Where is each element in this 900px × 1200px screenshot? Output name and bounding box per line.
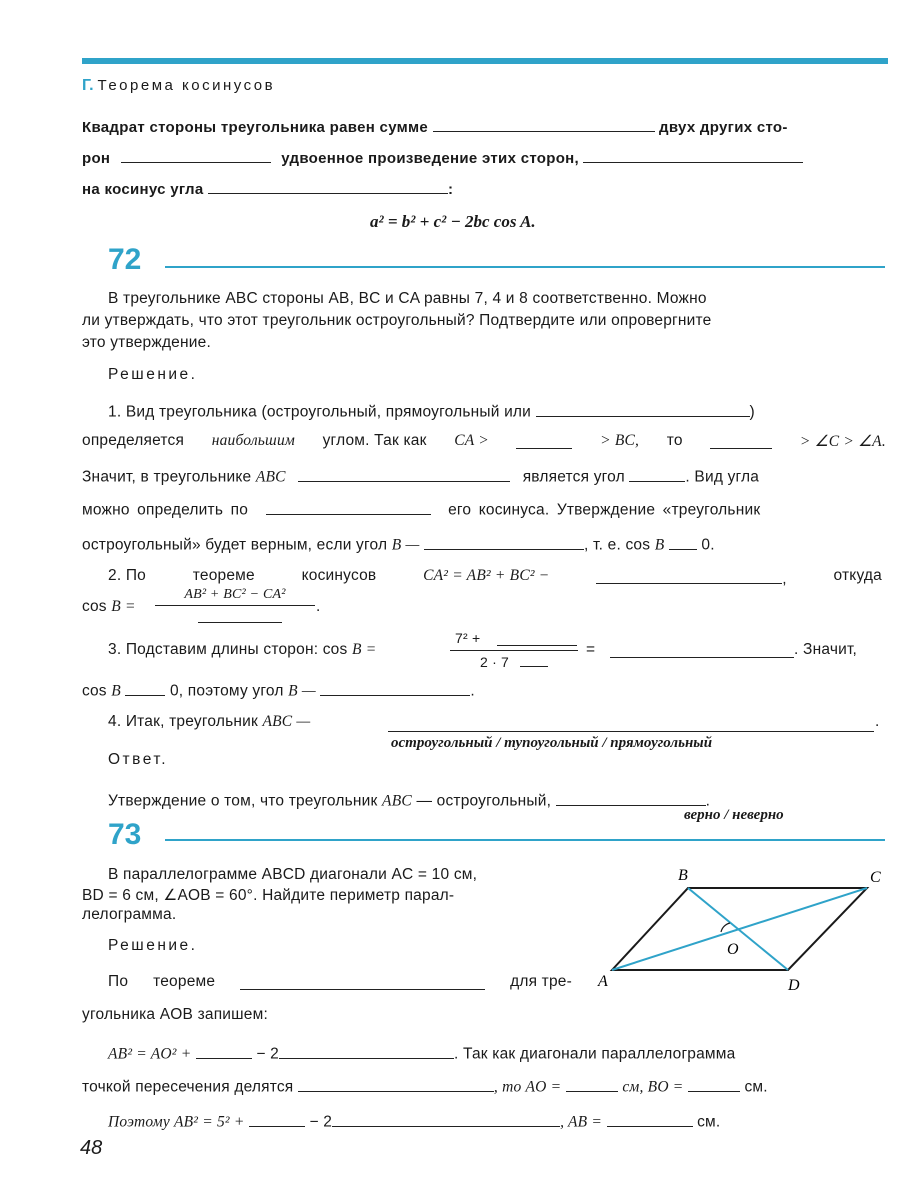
step-text: то — [666, 432, 683, 449]
task-rule — [165, 266, 885, 268]
solution-label: Решение. — [108, 937, 198, 954]
task72-statement: это утверждение. — [82, 334, 211, 351]
angle-arc — [721, 923, 730, 932]
blank-field[interactable] — [196, 1042, 252, 1059]
blank-field[interactable] — [629, 465, 685, 482]
task72-statement: ли утверждать, что этот треугольник остроугольный? Подтвердите или опровергните — [82, 312, 712, 329]
task73-statement: лелограмма. — [82, 906, 177, 923]
step-text: наибольшим — [211, 432, 295, 449]
section-heading — [82, 77, 275, 95]
blank-field[interactable] — [298, 1075, 494, 1092]
step-text: B = — [111, 598, 136, 615]
step-text: 1. Вид треугольника (остроугольный, прямоугольный или — [108, 403, 532, 421]
section-letter: Г. — [82, 77, 94, 94]
step-text: CA > — [454, 432, 489, 449]
fraction-bar — [450, 650, 578, 651]
step-1-line-b — [82, 432, 886, 451]
theorem-text: рон — [82, 150, 111, 167]
step-text: − 2 — [256, 1045, 279, 1063]
step-text: B — — [391, 536, 420, 554]
vertex-label-a: A — [598, 973, 608, 990]
vertex-label-b: B — [678, 867, 688, 884]
task73-line-3 — [82, 1075, 768, 1097]
step-text: его косинуса. Утверждение «треугольник — [448, 501, 761, 519]
cosine-formula: a² = b² + c² − 2bc cos A. — [370, 212, 536, 231]
step-text: , — [782, 570, 787, 588]
blank-field[interactable] — [669, 533, 697, 550]
blank-field[interactable] — [520, 666, 548, 667]
blank-field[interactable] — [610, 657, 794, 658]
blank-field[interactable] — [556, 789, 706, 806]
step-text: ) — [749, 403, 755, 421]
blank-field[interactable] — [198, 622, 282, 623]
step-text: можно определить по — [82, 501, 249, 519]
blank-field[interactable] — [710, 432, 772, 449]
blank-field[interactable] — [249, 1110, 305, 1127]
step-text: теореме — [192, 567, 255, 584]
step-text: . — [316, 598, 321, 615]
step-text: углом. Так как — [322, 432, 427, 449]
step-text: 0. — [701, 536, 715, 554]
step-text: ABC — [255, 468, 286, 486]
step-text: CA² = AB² + BC² − — [423, 567, 550, 584]
solution-label: Решение. — [108, 366, 198, 383]
step-text: cos — [82, 682, 107, 700]
step-text: > BC, — [600, 432, 640, 449]
theorem-text: двух других сто- — [659, 119, 788, 136]
choice-hint: верно / неверно — [684, 807, 784, 823]
task-number: 73 — [108, 818, 142, 851]
task73-line-1 — [108, 973, 572, 991]
step-text: см, BO = — [622, 1078, 684, 1096]
step-text: остроугольный» будет верным, если угол — [82, 536, 388, 554]
step-4-line — [108, 713, 310, 731]
blank-field[interactable] — [266, 498, 431, 515]
theorem-text: удвоенное произведение этих сторон, — [281, 150, 579, 167]
page-number: 48 — [80, 1137, 103, 1159]
step-text: . Так как диагонали параллелограмма — [453, 1045, 736, 1063]
step-text: точкой пересечения делятся — [82, 1078, 294, 1096]
blank-field[interactable] — [583, 147, 803, 163]
step-text: для тре- — [510, 973, 572, 990]
step-text: . — [875, 713, 880, 730]
task73-statement: В параллелограмме ABCD диагонали AC = 10 см, — [108, 866, 478, 883]
blank-field[interactable] — [279, 1042, 454, 1059]
blank-field[interactable] — [497, 645, 577, 646]
step-text: . Вид угла — [685, 468, 760, 486]
blank-field[interactable] — [596, 567, 782, 584]
step-text: > ∠C > ∠A. — [799, 433, 886, 450]
step-text: Поэтому AB² = 5² + — [108, 1113, 245, 1131]
step-text: AB² = AO² + — [108, 1045, 192, 1063]
step3-denominator: 2 · 7 — [480, 654, 510, 670]
blank-field[interactable] — [332, 1110, 560, 1127]
blank-field[interactable] — [298, 465, 510, 482]
blank-field[interactable] — [566, 1075, 618, 1092]
vertex-label-c: C — [870, 869, 881, 886]
step-text: является угол — [522, 468, 625, 486]
step-3-line-b — [82, 679, 475, 701]
step-text: B — — [288, 682, 316, 700]
answer-label: Ответ. — [108, 751, 169, 768]
step-text: ABC — — [262, 713, 311, 730]
blank-field[interactable] — [388, 731, 874, 732]
step-text: , т. е. cos — [584, 536, 651, 554]
step-text: 3. Подставим длины сторон: — [108, 641, 319, 658]
step-1-line-e — [82, 533, 715, 555]
answer-text: ABC — [382, 792, 412, 810]
step-text: − 2 — [309, 1113, 333, 1131]
step-text: косинусов — [301, 567, 377, 584]
task73-statement: BD = 6 см, ∠AOB = 60°. Найдите периметр парал- — [82, 887, 455, 904]
blank-field[interactable] — [208, 178, 448, 194]
theorem-text: : — [448, 181, 454, 198]
parallelogram-figure — [590, 860, 890, 995]
step-text: cos — [322, 641, 348, 658]
theorem-line-2 — [82, 147, 803, 167]
blank-field[interactable] — [536, 400, 750, 417]
blank-field[interactable] — [121, 147, 271, 163]
top-accent-bar — [82, 58, 888, 64]
blank-field[interactable] — [125, 679, 165, 696]
step-text: 2. По — [108, 567, 146, 584]
task73-line-4 — [108, 1110, 720, 1132]
step-text: B — [111, 682, 121, 700]
step-1-line-c — [82, 465, 759, 487]
blank-field[interactable] — [320, 679, 470, 696]
step-2-line-a — [108, 567, 882, 589]
theorem-line-1 — [82, 116, 788, 136]
step-text: = — [586, 641, 596, 658]
task73-line-2: угольника AOB запишем: — [82, 1006, 268, 1023]
step-text: . — [470, 682, 475, 700]
blank-field[interactable] — [240, 973, 485, 990]
theorem-text: Квадрат стороны треугольника равен сумме — [82, 119, 429, 136]
step-text: cos — [82, 598, 107, 615]
step-text: . Значит, — [794, 641, 858, 658]
center-label-o: O — [727, 941, 739, 958]
step-text: , то AO = — [493, 1078, 562, 1096]
answer-text: Утверждение о том, что треугольник — [108, 792, 378, 810]
step-text: 0, поэтому угол — [169, 682, 284, 700]
task72-statement: В треугольнике ABC стороны AB, BC и CA равны 7, 4 и 8 соответственно. Можно — [108, 290, 707, 307]
step-text: , AB = — [560, 1113, 603, 1131]
step-text: B = — [351, 641, 377, 658]
step-text: 4. Итак, треугольник — [108, 713, 258, 730]
step-3-line-a — [108, 641, 376, 659]
step-text: теореме — [153, 973, 216, 990]
step-1-line-a — [108, 400, 755, 422]
blank-field[interactable] — [688, 1075, 740, 1092]
answer-text: . — [705, 792, 711, 810]
choice-hint: остроугольный / тупоугольный / прямоугольный — [391, 735, 713, 751]
blank-field[interactable] — [424, 533, 584, 550]
step-text: Значит, в треугольнике — [82, 468, 252, 486]
step-text: см. — [744, 1078, 768, 1096]
fraction-bar — [155, 605, 315, 606]
step-text: см. — [697, 1113, 721, 1131]
theorem-line-3 — [82, 178, 453, 198]
step-text: определяется — [82, 432, 185, 449]
task73-equation-1 — [108, 1042, 735, 1064]
step-text: B — [654, 536, 665, 554]
blank-field[interactable] — [433, 116, 655, 132]
blank-field[interactable] — [516, 432, 572, 449]
answer-line — [108, 789, 710, 811]
answer-text: — остроугольный, — [416, 792, 552, 810]
step-1-line-d — [82, 498, 760, 520]
blank-field[interactable] — [607, 1110, 693, 1127]
task-rule — [165, 839, 885, 841]
cosB-fraction-numerator: AB² + BC² − CA² — [184, 587, 286, 602]
vertex-label-d: D — [788, 977, 800, 994]
task-number: 72 — [108, 243, 142, 276]
step-text: откуда — [833, 567, 882, 584]
step-2-line-b — [82, 598, 136, 616]
step3-numerator: 7² + — [455, 630, 481, 646]
step-text: По — [108, 973, 129, 990]
theorem-text: на косинус угла — [82, 181, 204, 198]
section-title: Теорема косинусов — [97, 77, 276, 94]
